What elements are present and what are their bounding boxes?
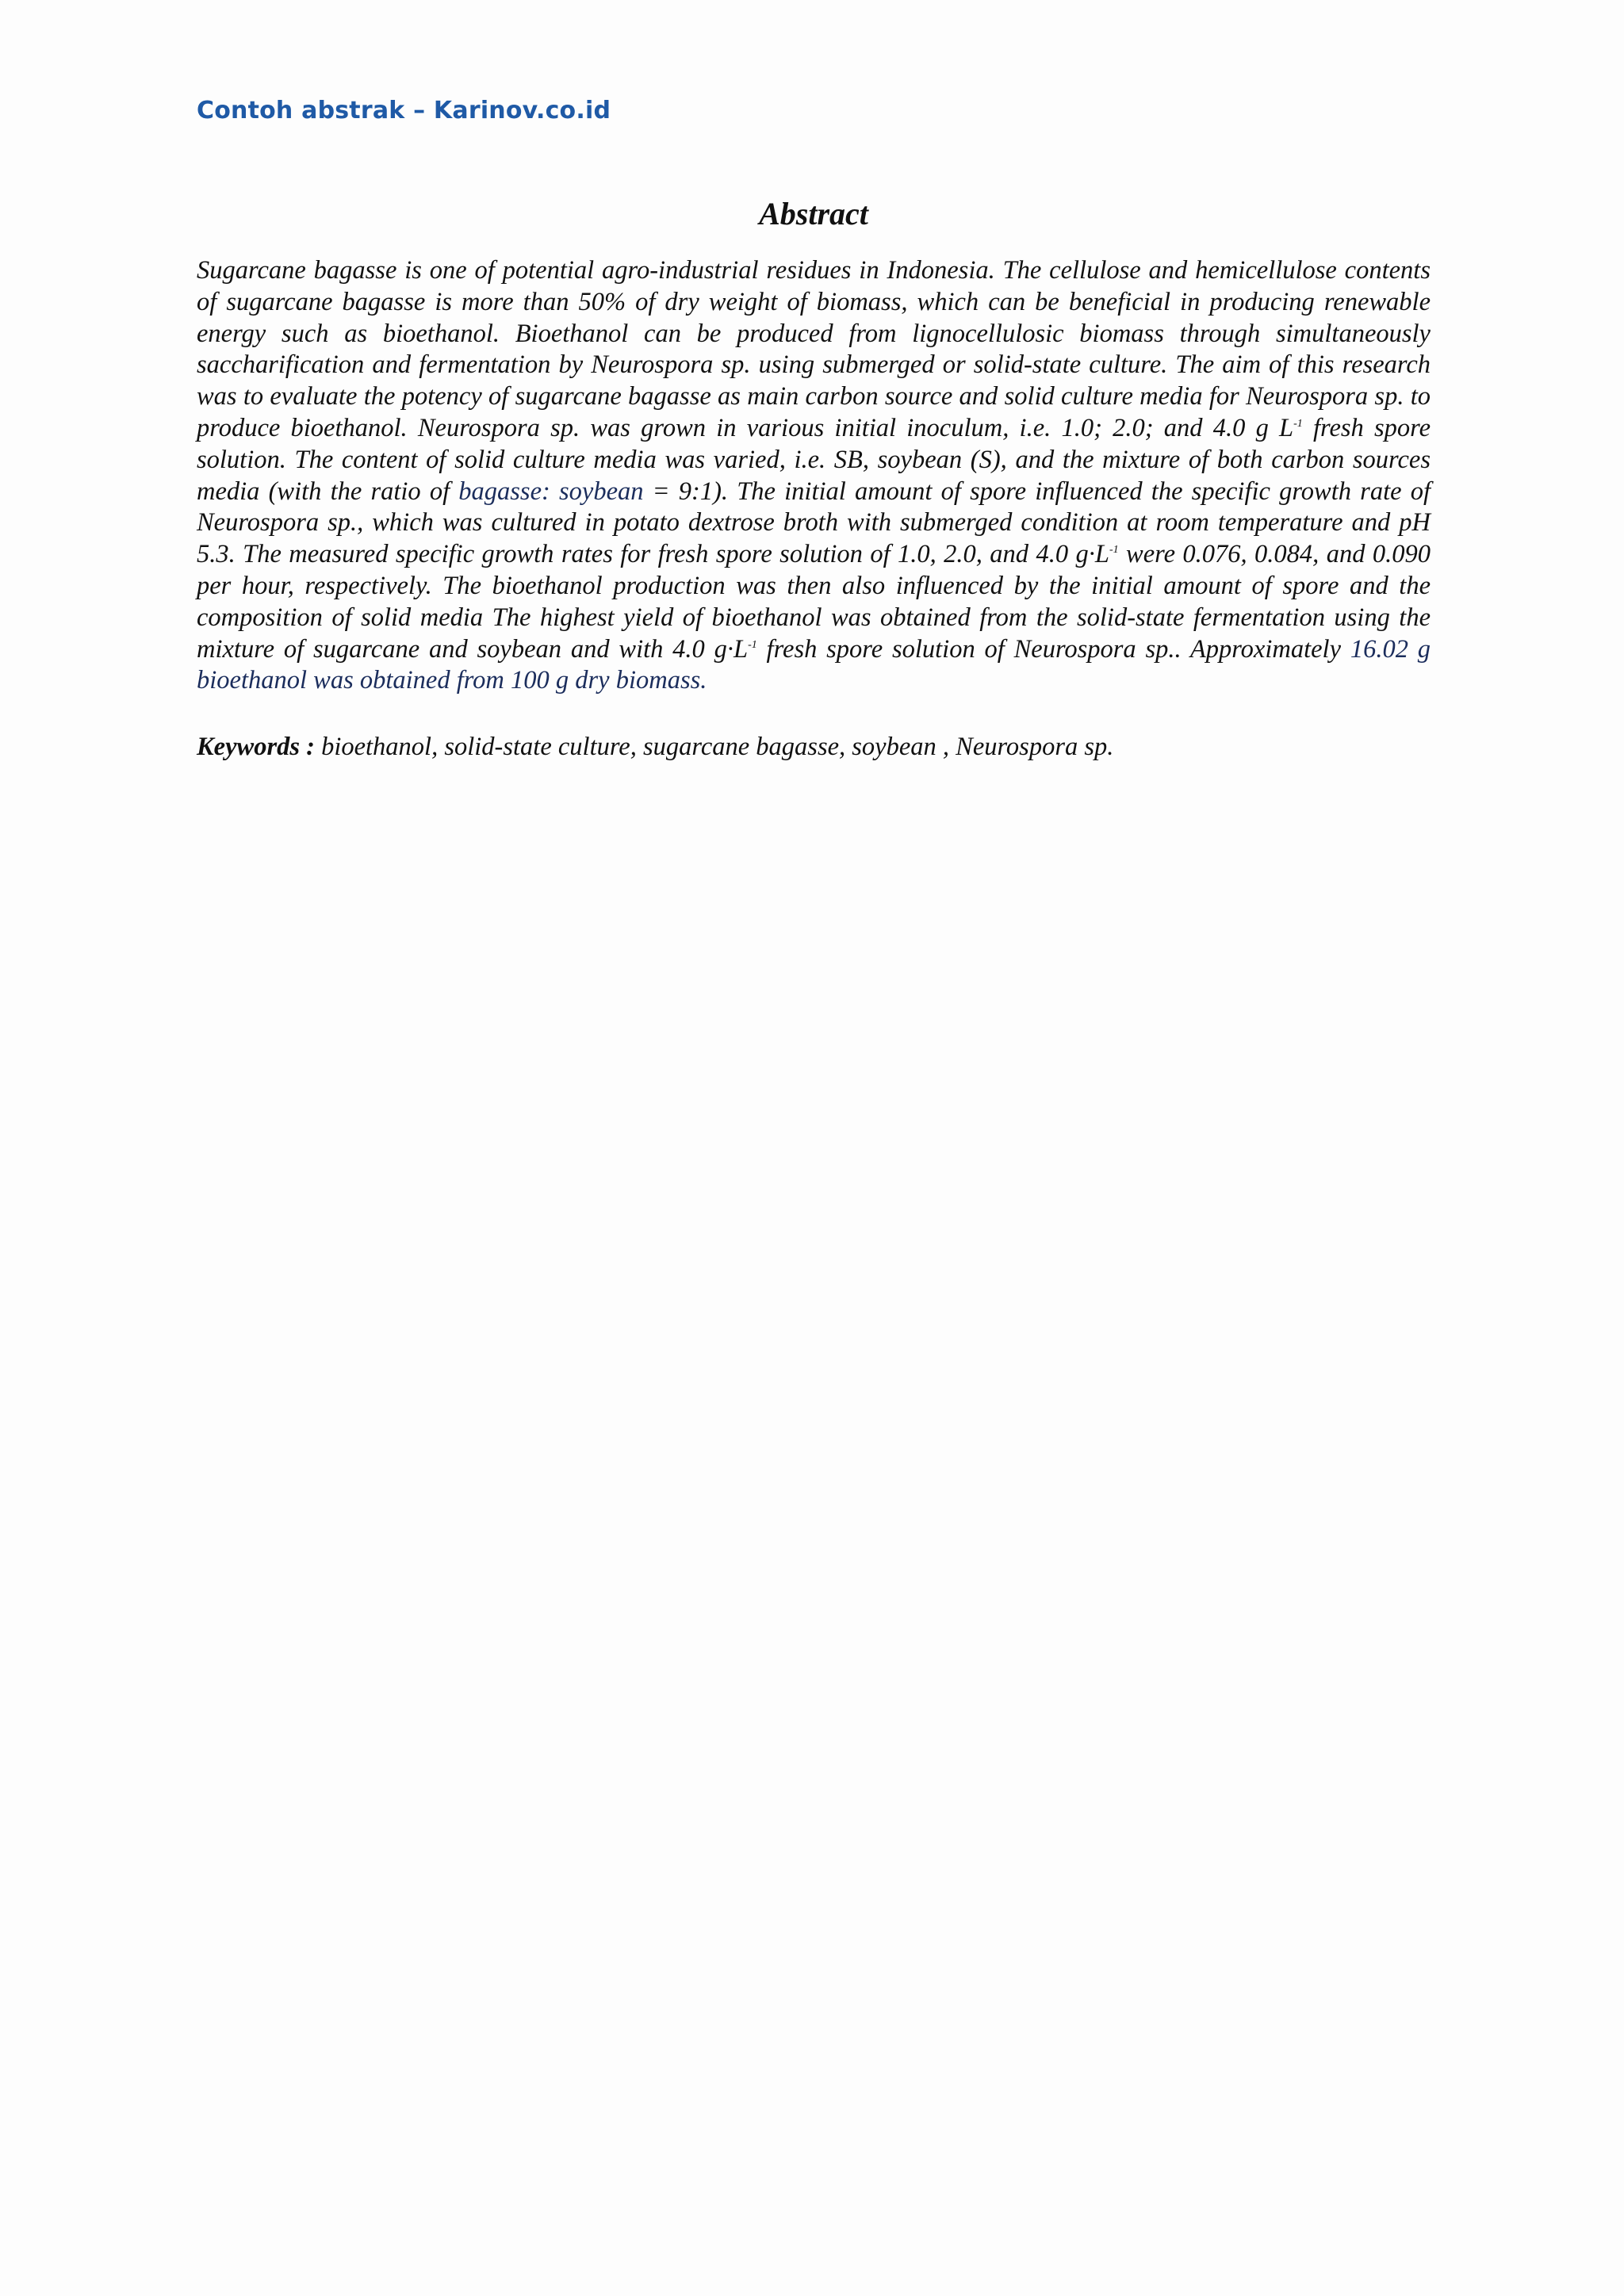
header-label: Contoh abstrak – Karinov.co.id [197, 97, 611, 124]
superscript-1: -1 [1293, 417, 1303, 430]
abstract-text-5: fresh spore solution of Neurospora sp.. Approximately [756, 634, 1350, 664]
abstract-text-1: Sugarcane bagasse is one of potential agro-industrial residues in Indonesia. The cellulose and hemicellulose contents of sugarcane bagasse is more than 50% of dry weight of biomass, which can be beneficial in producing renewable energy such as bioethanol. Bioethanol can be produced from lignocellulosic biomass through simultaneously saccharification and fermentation by Neurospora sp. using submerged or solid-state culture. The aim of this research was to evaluate the potency of sugarcane bagasse as main carbon source and solid culture media for Neurospora sp. to produce bioethanol. Neurospora sp. was grown in various initial inoculum, i.e. 1.0; 2.0; and 4.0 g L [197, 256, 1431, 442]
superscript-2: -1 [1109, 544, 1119, 557]
abstract-body [197, 255, 1431, 697]
abstract-text-2: fresh spore solution. The content of solid culture media was varied, i.e. SB, soybean (S), and the mixture of both carbon sources media (with the ratio of [197, 413, 1431, 506]
abstract-accent-ratio: bagasse: soybean [458, 476, 644, 506]
keywords-line [197, 731, 1431, 763]
abstract-text-4: were 0.076, 0.084, and 0.090 per hour, respectively. The bioethanol production was then also influenced by the initial amount of spore and the composition of solid media The highest yield of bioethanol was obtained from the solid-state fermentation using the mixture of sugarcane and soybean and with 4.0 g·L [197, 540, 1431, 664]
keywords-label: Keywords : [197, 733, 315, 761]
superscript-3: -1 [748, 638, 757, 651]
abstract-title: Abstract [759, 196, 868, 232]
abstract-accent-yield: 16.02 g bioethanol was obtained from 100 g dry biomass. [197, 634, 1431, 695]
abstract-text-3: = 9:1). The initial amount of spore influenced the specific growth rate of Neurospora sp., which was cultured in potato dextrose broth with submerged condition at room temperature and pH 5.3. The measured specific growth rates for fresh spore solution of 1.0, 2.0, and 4.0 g·L [197, 476, 1431, 569]
keywords-text: bioethanol, solid-state culture, sugarcane bagasse, soybean , Neurospora sp. [314, 733, 1114, 761]
